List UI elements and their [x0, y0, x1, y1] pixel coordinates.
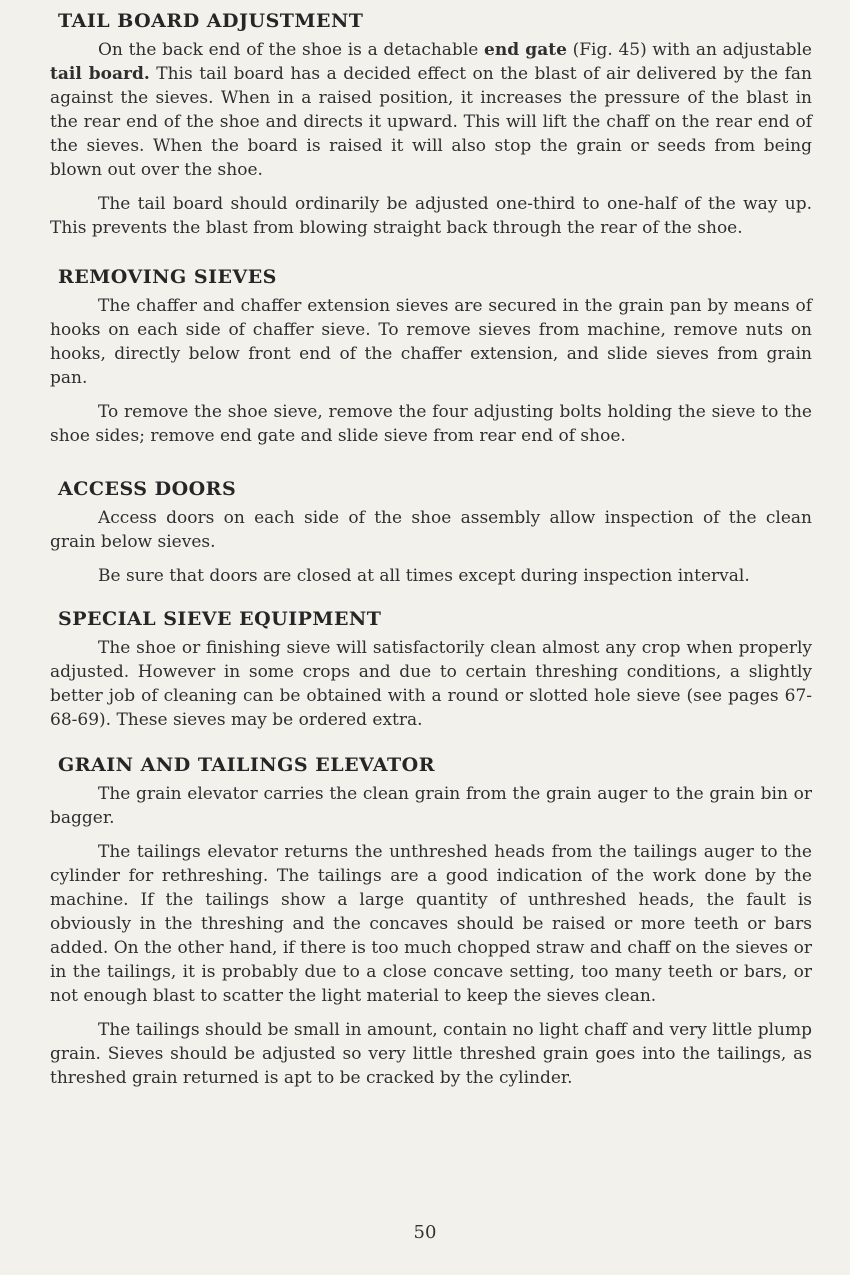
section-heading: GRAIN AND TAILINGS ELEVATOR [58, 754, 436, 776]
bold-term-end-gate: end gate [484, 40, 567, 60]
paragraph: The tailings should be small in amount, contain no light chaff and very little plump grain. Sieves should be adjusted so very little threshed grain goes into the tailings, as threshed grain returned is apt to be cracked by the cylinder. [50, 1020, 812, 1088]
paragraph [50, 38, 812, 182]
section-heading: REMOVING SIEVES [58, 266, 277, 288]
paragraph: The tailings elevator returns the unthreshed heads from the tailings auger to the cylinder for rethreshing. The tailings are a good indication of the work done by the machine. If the tailings show a large quantity of unthreshed heads, the fault is obviously in the threshing and the concaves should be raised or more teeth or bars added. On the other hand, if there is too much chopped straw and chaff on the sieves or in the tailings, it is probably due to a close concave setting, too many teeth or bars, or not enough blast to scatter the light material to keep the sieves clean. [50, 842, 812, 1006]
paragraph: The tail board should ordinarily be adjusted one-third to one-half of the way up. This prevents the blast from blowing straight back through the rear of the shoe. [50, 194, 812, 238]
text-run: On the back end of the shoe is a detachable [98, 40, 485, 60]
section-grain-and-tailings-elevator [50, 752, 812, 1090]
paragraph: Be sure that doors are closed at all times except during inspection interval. [98, 566, 750, 586]
section-heading: ACCESS DOORS [58, 478, 237, 500]
paragraph: The shoe or finishing sieve will satisfactorily clean almost any crop when properly adjusted. However in some crops and due to certain threshing conditions, a slightly better job of cleaning can be obtained with a round or slotted hole sieve (see pages 67-68-69). These sieves may be ordered extra. [50, 638, 812, 730]
paragraph: To remove the shoe sieve, remove the four adjusting bolts holding the sieve to the shoe sides; remove end gate and slide sieve from rear end of shoe. [50, 402, 812, 446]
paragraph: The grain elevator carries the clean grain from the grain auger to the grain bin or bagger. [50, 784, 812, 828]
page-number: 50 [413, 1222, 437, 1243]
section-special-sieve-equipment [50, 606, 812, 732]
section-heading: SPECIAL SIEVE EQUIPMENT [58, 608, 382, 630]
section-access-doors [50, 476, 812, 588]
paragraph: The chaffer and chaffer extension sieves are secured in the grain pan by means of hooks on each side of chaffer sieve. To remove sieves from machine, remove nuts on hooks, directly below front end of the chaffer extension, and slide sieves from grain pan. [50, 296, 812, 388]
section-tail-board-adjustment [50, 8, 812, 240]
section-heading: TAIL BOARD ADJUSTMENT [58, 10, 364, 32]
text-run: (Fig. 45) with an adjustable [566, 40, 812, 60]
text-run: This tail board has a decided effect on the blast of air delivered by the fan against the sieves. When in a raised position, it increases the pressure of the blast in the rear end of the shoe and directs it upward. This will lift the chaff on the rear end of the sieves. When the board is raised it will also stop the grain or seeds from being blown out over the shoe. [50, 64, 812, 180]
section-removing-sieves [50, 264, 812, 448]
paragraph: Access doors on each side of the shoe assembly allow inspection of the clean grain below sieves. [50, 508, 812, 552]
bold-term-tail-board: tail board. [50, 64, 150, 84]
